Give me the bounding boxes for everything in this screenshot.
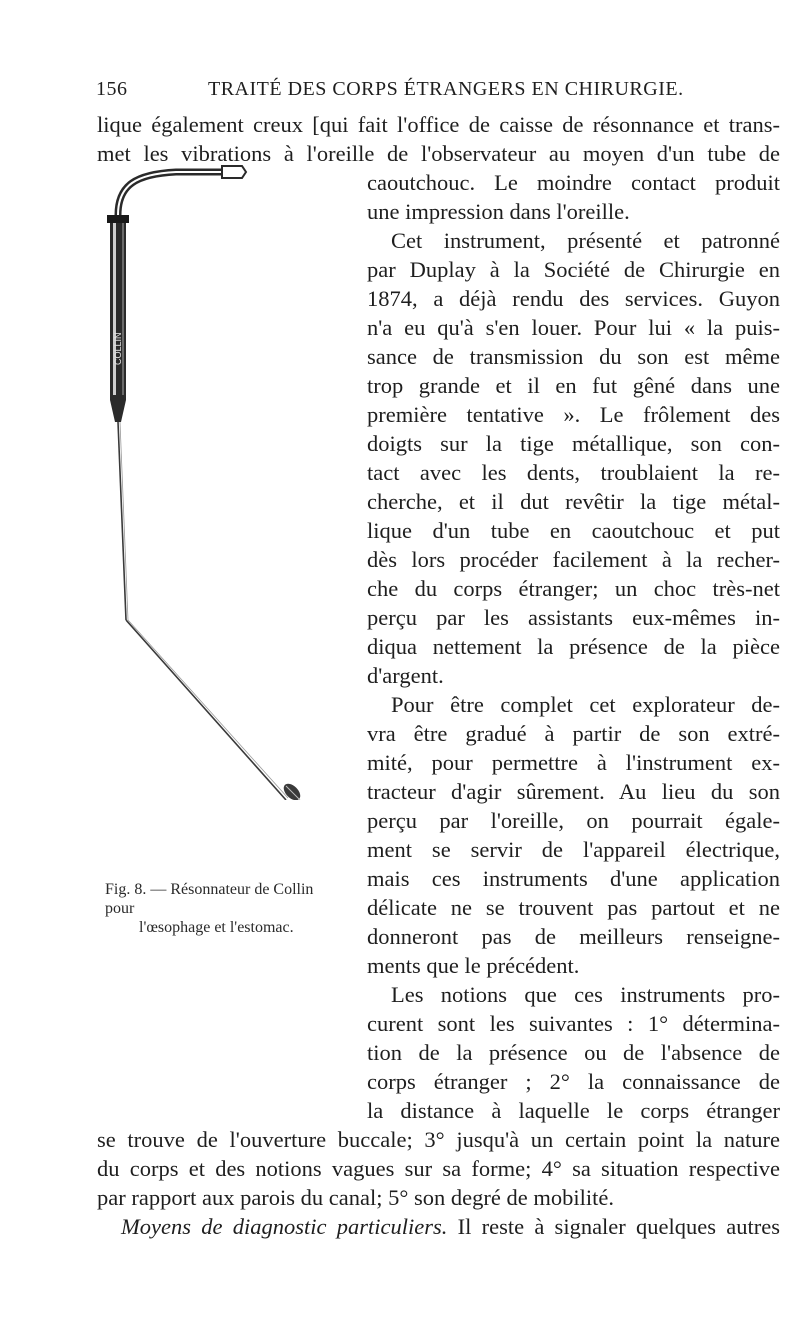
- text-line: se trouve de l'ouverture buccale; 3° jusqu'à un certain point la nature: [97, 1127, 780, 1152]
- text-line: lique d'un tube en caoutchouc et put: [367, 518, 780, 543]
- caption-line: l'œsophage et l'estomac.: [139, 919, 294, 936]
- text-line: mité, pour permettre à l'instrument ex-: [367, 750, 780, 775]
- text-run: Il reste à signaler quelques autres: [447, 1214, 780, 1239]
- text-line: la distance à laquelle le corps étranger: [367, 1098, 780, 1123]
- text-line: tracteur d'agir sûrement. Au lieu du son: [367, 779, 780, 804]
- section-heading-italic: Moyens de diagnostic particuliers.: [121, 1214, 448, 1239]
- text-line: par rapport aux parois du canal; 5° son degré de mobilité.: [97, 1185, 614, 1210]
- running-head: [96, 78, 736, 101]
- text-line: vra être gradué à partir de son extré-: [367, 721, 780, 746]
- text-line: une impression dans l'oreille.: [367, 199, 630, 224]
- text-line: caoutchouc. Le moindre contact produit: [367, 170, 780, 195]
- figure-caption: [105, 880, 345, 937]
- collin-resonator-illustration: [96, 160, 358, 800]
- text-line: trop grande et il en fut gêné dans une: [367, 373, 780, 398]
- resonator-figure: [96, 160, 358, 800]
- text-line: tion de la présence ou de l'absence de: [367, 1040, 780, 1065]
- text-line: corps étranger ; 2° la connaissance de: [367, 1069, 780, 1094]
- text-line: première tentative ». Le frôlement des: [367, 402, 780, 427]
- text-line: lique également creux [qui fait l'office de caisse de résonnance et trans-: [97, 112, 780, 137]
- running-title: TRAITÉ DES CORPS ÉTRANGERS EN CHIRURGIE.: [208, 78, 684, 100]
- text-line: n'a eu qu'à s'en louer. Pour lui « la puis-: [367, 315, 780, 340]
- text-line: ment se servir de l'appareil électrique,: [367, 837, 780, 862]
- text-line: Cet instrument, présenté et patronné: [391, 228, 780, 253]
- text-line: d'argent.: [367, 663, 444, 688]
- caption-line: Fig. 8. — Résonnateur de Collin pour: [105, 881, 314, 917]
- text-line: perçu par les assistants eux-mêmes in-: [367, 605, 780, 630]
- text-line: 1874, a déjà rendu des services. Guyon: [367, 286, 780, 311]
- text-line: met les vibrations à l'oreille de l'observateur au moyen d'un tube de: [97, 141, 780, 166]
- text-line-last: [97, 1214, 780, 1240]
- text-line: par Duplay à la Société de Chirurgie en: [367, 257, 780, 282]
- text-line: dès lors procéder facilement à la recher-: [367, 547, 780, 572]
- text-line: sance de transmission du son est même: [367, 344, 780, 369]
- text-line: Les notions que ces instruments pro-: [391, 982, 780, 1007]
- text-line: donneront pas de meilleurs renseigne-: [367, 924, 780, 949]
- text-line: du corps et des notions vagues sur sa forme; 4° sa situation respective: [97, 1156, 780, 1181]
- text-line: tact avec les dents, troublaient la re-: [367, 460, 780, 485]
- text-line: curent sont les suivantes : 1° détermina-: [367, 1011, 780, 1036]
- text-line: cherche, et il dut revêtir la tige métal-: [367, 489, 780, 514]
- text-line: che du corps étranger; un choc très-net: [367, 576, 780, 601]
- text-line: ments que le précédent.: [367, 953, 580, 978]
- text-line: mais ces instruments d'une application: [367, 866, 780, 891]
- text-line: Pour être complet cet explorateur de-: [391, 692, 780, 717]
- page-number: 156: [96, 78, 128, 100]
- text-line: perçu par l'oreille, on pourrait égale-: [367, 808, 780, 833]
- collin-engraving: COLLIN: [113, 332, 123, 365]
- text-line: doigts sur la tige métallique, son con-: [367, 431, 780, 456]
- text-line: diqua nettement la présence de la pièce: [367, 634, 780, 659]
- text-line: délicate ne se trouvent pas partout et ne: [367, 895, 780, 920]
